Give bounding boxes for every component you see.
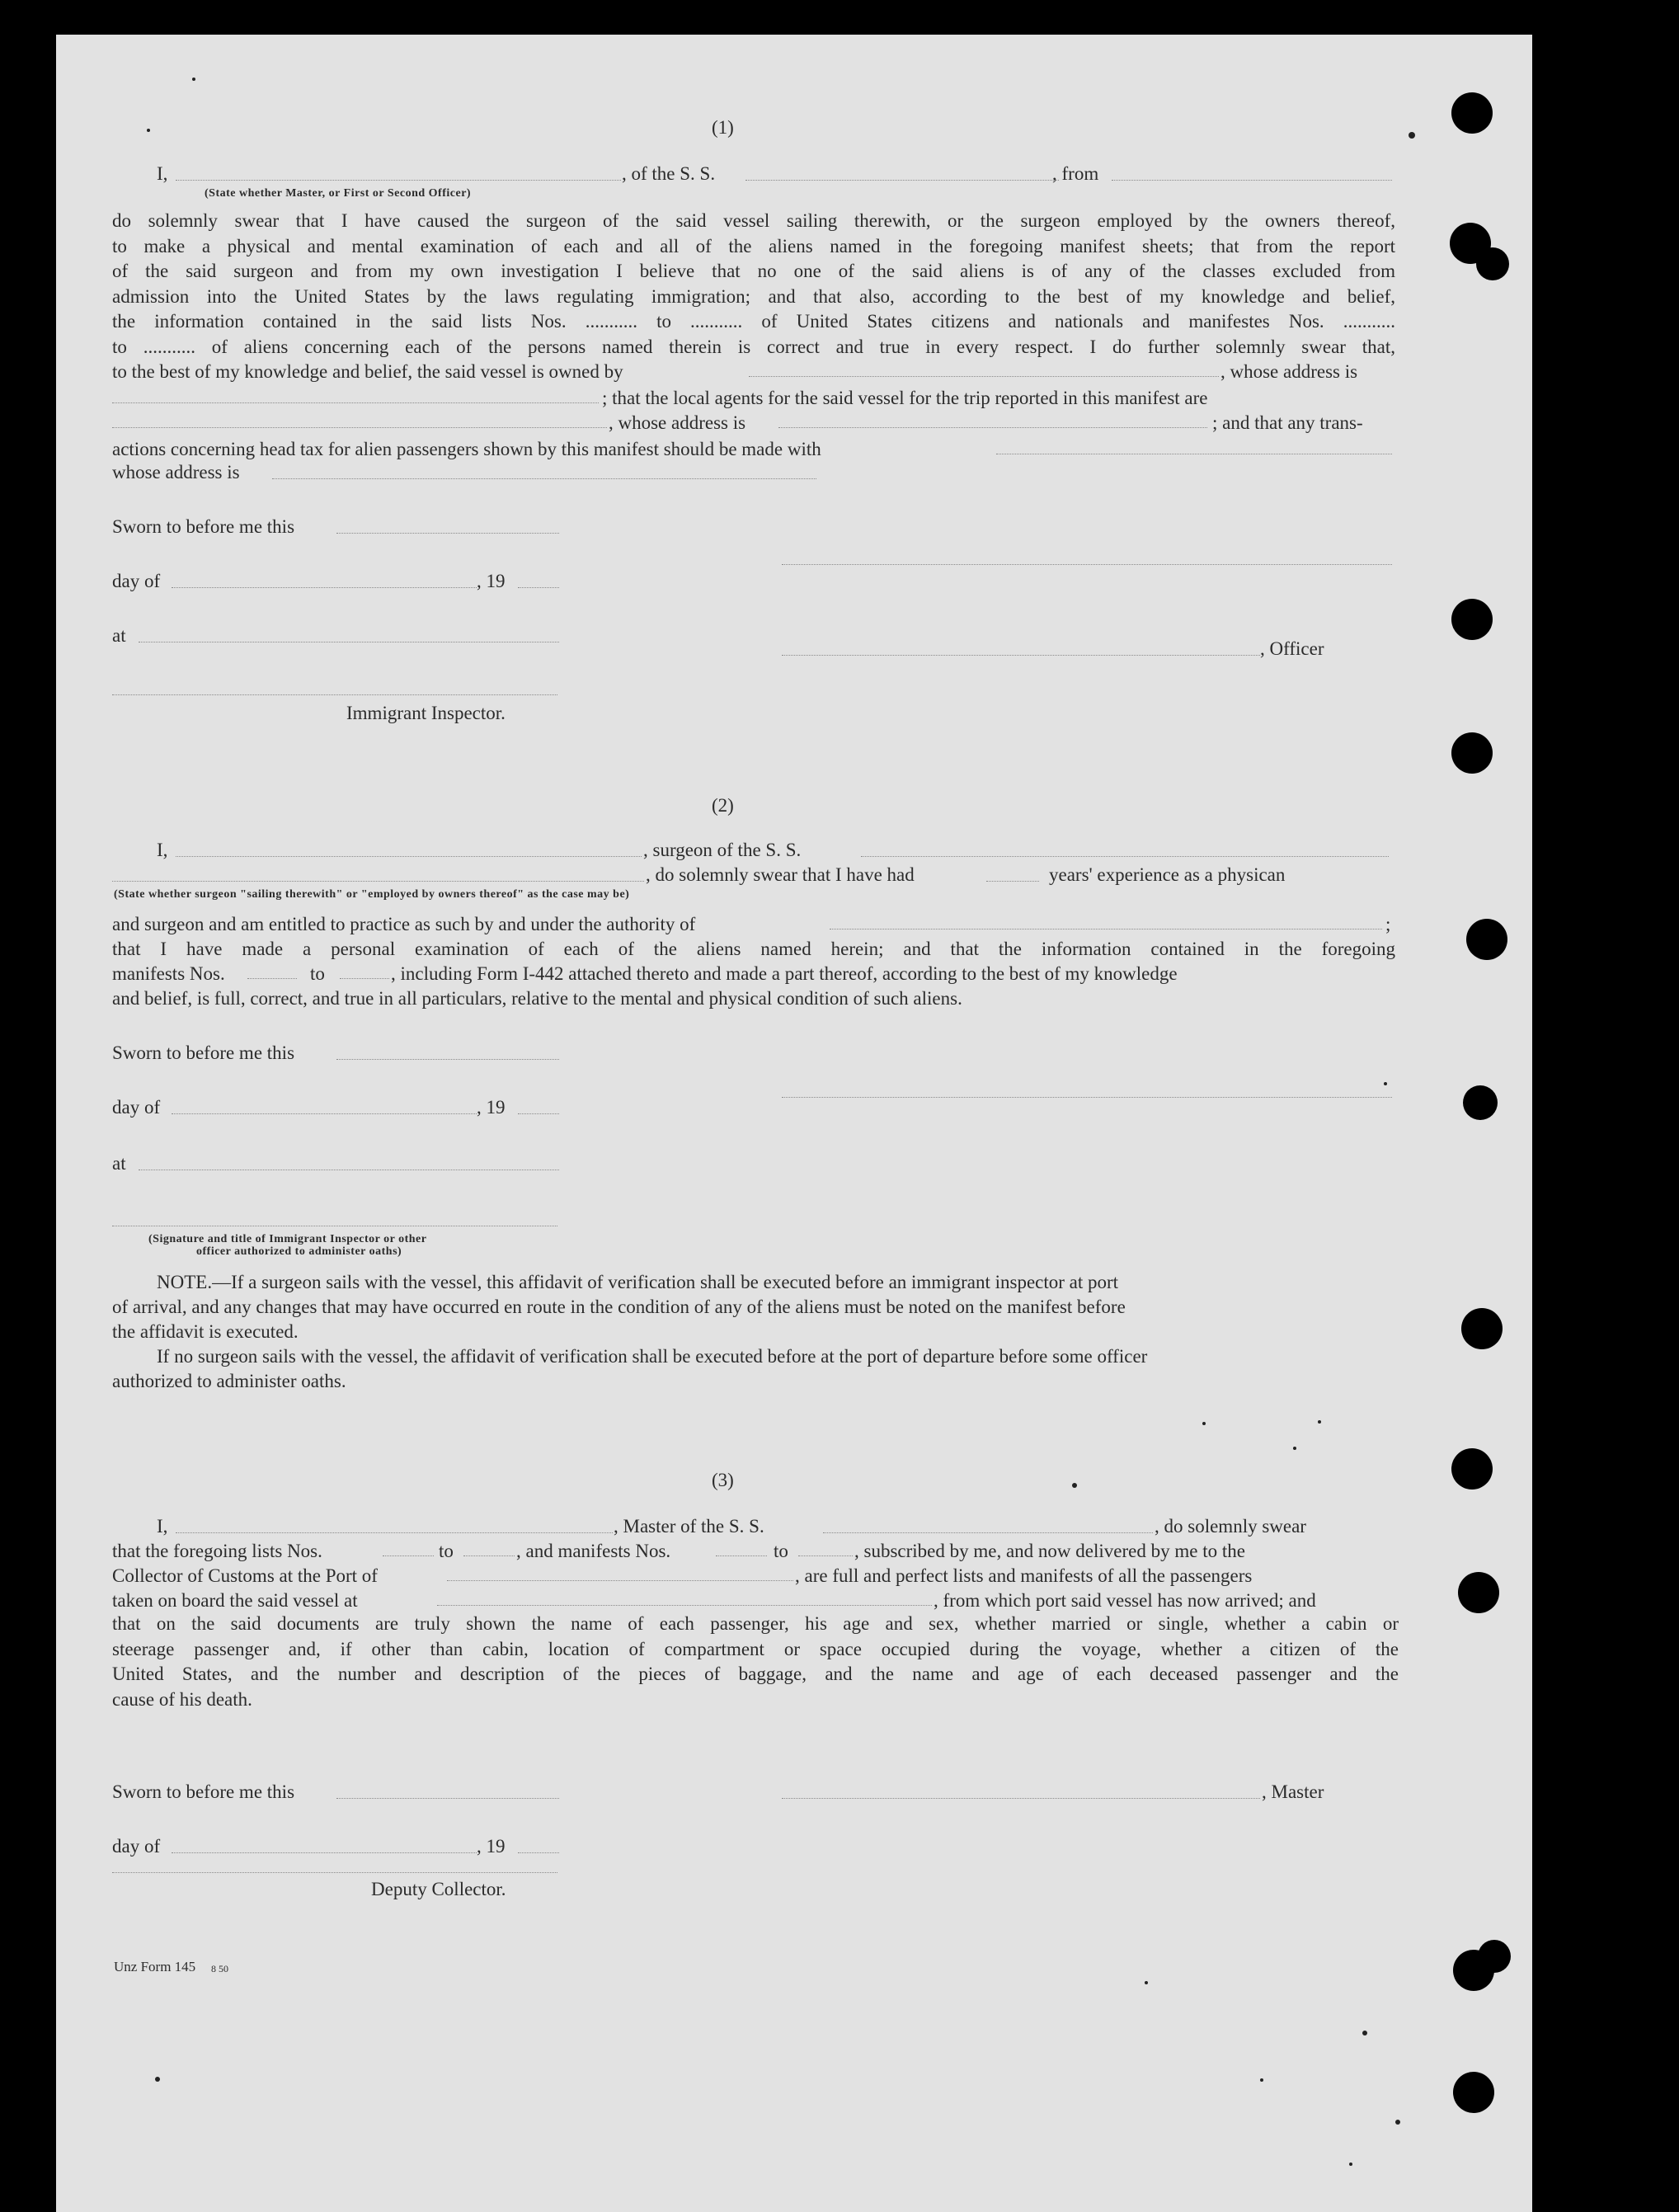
s1-owned-by: to the best of my knowledge and belief, the said vessel is owned by (112, 361, 623, 382)
s2-day-field[interactable] (172, 1113, 477, 1114)
s2-sailing-field[interactable] (112, 881, 644, 882)
s3-sworn-label: Sworn to before me this (112, 1781, 295, 1802)
s1-head-tax: actions concerning head tax for alien passengers shown by this manifest should be made with (112, 439, 821, 459)
s3-body-last-line: cause of his death. (112, 1689, 252, 1710)
s3-collector-label: Collector of Customs at the Port of (112, 1565, 378, 1586)
s2-ss-field[interactable] (861, 856, 1389, 857)
s2-note-1: NOTE.—If a surgeon sails with the vessel, this affidavit of verification shall be executed before an immigrant inspector at port (157, 1272, 1119, 1292)
s1-sworn-field[interactable] (336, 533, 559, 534)
ink-speck (147, 129, 150, 132)
s1-body-line: the information contained in the said lists Nos. ........... to ........... of United States citizens and nationals and manifestes Nos. ........... (112, 311, 1395, 332)
s3-taken-field[interactable] (437, 1605, 932, 1606)
s3-year-field[interactable] (518, 1852, 559, 1853)
s1-whose-address-2: , whose address is (609, 412, 746, 433)
ink-speck (1202, 1422, 1206, 1425)
s2-note-3: the affidavit is executed. (112, 1321, 299, 1342)
s1-body-line: of the said surgeon and from my own investigation I believe that no one of the said aliens is of any of the classes excluded from (112, 261, 1395, 281)
s2-surgeon-of-label: , surgeon of the S. S. (643, 840, 802, 860)
s1-year-label: , 19 (477, 571, 506, 591)
s1-ss-field[interactable] (745, 180, 1059, 181)
s3-body-paragraph (112, 1612, 1399, 1687)
punch-hole (1466, 919, 1507, 960)
s3-day-of-label: day of (112, 1836, 161, 1857)
s2-examined-line (112, 937, 1395, 962)
punch-hole (1458, 1572, 1499, 1613)
s3-lists-label: that the foregoing lists Nos. (112, 1541, 322, 1561)
s3-port-field[interactable] (447, 1580, 793, 1581)
punch-hole (1463, 1085, 1498, 1120)
s3-body-line: that on the said documents are truly shown the name of each passenger, his age and sex, whether married or single, whether a cabin or (112, 1613, 1399, 1634)
s2-sig-note-1: (Signature and title of Immigrant Inspector or other (148, 1233, 427, 1245)
s1-body-line: admission into the United States by the laws regulating immigration; and that also, according to the best of my knowledge and belief, (112, 285, 1395, 307)
s2-name-field[interactable] (176, 856, 642, 857)
ink-speck (1409, 132, 1415, 139)
s2-note-2: of arrival, and any changes that may have occurred en route in the condition of any of the aliens must be noted on the manifest before (112, 1297, 1126, 1317)
s3-collector-line[interactable] (112, 1872, 557, 1873)
s2-year-label: , 19 (477, 1097, 506, 1118)
s3-manifests-to-field[interactable] (798, 1555, 853, 1556)
ink-speck (155, 2077, 160, 2082)
s1-owner-field[interactable] (749, 376, 1219, 377)
ink-speck (1293, 1447, 1296, 1450)
s1-trans: ; and that any trans- (1212, 412, 1363, 433)
s3-swear-label: , do solemnly swear (1155, 1516, 1306, 1537)
section-1-number: (1) (712, 117, 734, 138)
form-page (56, 35, 1532, 2212)
punch-hole (1451, 92, 1493, 134)
s3-name-field[interactable] (176, 1532, 613, 1533)
s1-whose-address: , whose address is (1220, 361, 1358, 382)
s1-body-paragraph (112, 209, 1395, 360)
s2-authority-field[interactable] (830, 929, 1382, 930)
s1-agents-address-field[interactable] (778, 427, 1207, 428)
ink-speck (1318, 1420, 1321, 1424)
s3-master-signature-line[interactable] (782, 1798, 1260, 1799)
s1-sworn-label: Sworn to before me this (112, 516, 295, 537)
s3-deputy-collector: Deputy Collector. (371, 1879, 506, 1899)
s1-inspector-label: Immigrant Inspector. (346, 703, 506, 723)
s3-manifests-to-label: to (774, 1541, 788, 1561)
s3-full-lists: , are full and perfect lists and manifests of all the passengers (795, 1565, 1253, 1586)
s2-examined-text: that I have made a personal examination of each of the aliens named herein; and that the information contained in the foregoing (112, 939, 1395, 959)
s2-swear-label: , do solemnly swear that I have had (646, 864, 915, 885)
section-2-number: (2) (712, 795, 734, 816)
section-3-number: (3) (712, 1470, 734, 1490)
s1-whose-address-3: whose address is (112, 462, 240, 482)
punch-hole (1461, 1308, 1503, 1349)
s1-body-line: to ........... of aliens concerning each of the persons named therein is correct and true in every respect. I do further solemnly swear that, (112, 336, 1395, 357)
s3-ss-field[interactable] (823, 1532, 1153, 1533)
s3-manifests-from-field[interactable] (716, 1555, 767, 1556)
s2-signature-line[interactable] (782, 1097, 1392, 1098)
s2-manifests-to-field[interactable] (340, 978, 389, 979)
s2-years-field[interactable] (986, 881, 1039, 882)
s3-i-label: I, (157, 1516, 168, 1537)
punch-hole (1478, 1940, 1511, 1973)
ink-speck (1072, 1483, 1077, 1488)
s2-surgeon-note: (State whether surgeon "sailing therewith" or "employed by owners thereof" as the case may be) (114, 888, 630, 901)
s1-from-field[interactable] (1112, 180, 1392, 181)
s2-manifests-rest: , including Form I-442 attached thereto and made a part thereof, according to the best of my knowledge (391, 963, 1178, 984)
s1-head-tax-address-field[interactable] (272, 478, 816, 479)
s3-day-field[interactable] (172, 1852, 477, 1853)
punch-hole (1451, 599, 1493, 640)
s3-lists-to-field[interactable] (463, 1555, 515, 1556)
s3-body-line: steerage passenger and, if other than cabin, location of compartment or space occupied during the voyage, whether a citizen of the (112, 1638, 1399, 1659)
s3-lists-to-label: to (439, 1541, 454, 1561)
s2-authority-label: and surgeon and am entitled to practice as such by and under the authority of (112, 914, 696, 934)
form-number-suffix: 8 50 (211, 1963, 228, 1974)
s3-lists-from-field[interactable] (383, 1555, 434, 1556)
ink-speck (1362, 2031, 1367, 2036)
s2-year-field[interactable] (518, 1113, 559, 1114)
s3-arrived: , from which port said vessel has now arrived; and (934, 1590, 1316, 1611)
s2-note-5: authorized to administer oaths. (112, 1371, 346, 1391)
s1-local-agents: ; that the local agents for the said vessel for the trip reported in this manifest are (602, 388, 1208, 408)
ink-speck (1395, 2120, 1400, 2125)
s1-owner-address-field[interactable] (112, 402, 599, 403)
ink-speck (192, 78, 195, 81)
s1-year-field[interactable] (518, 587, 559, 588)
s3-manifests-label: , and manifests Nos. (516, 1541, 671, 1561)
s2-sig-note-2: officer authorized to administer oaths) (196, 1245, 402, 1258)
punch-hole (1453, 2072, 1494, 2113)
s2-i-label: I, (157, 840, 168, 860)
s2-manifests-to-label: to (310, 963, 325, 984)
s1-officer-label: , Officer (1260, 638, 1324, 659)
s2-belief: and belief, is full, correct, and true in all particulars, relative to the mental and physical condition of such aliens. (112, 988, 962, 1009)
ink-speck (1384, 1082, 1387, 1085)
s2-day-of-label: day of (112, 1097, 161, 1118)
s1-at-label: at (112, 625, 126, 646)
ink-speck (1145, 1981, 1148, 1984)
s2-semicolon: ; (1385, 914, 1391, 934)
s3-master-label: , Master (1262, 1781, 1324, 1802)
s3-sworn-field[interactable] (336, 1798, 559, 1799)
s1-signature-line[interactable] (782, 564, 1392, 565)
s1-name-field[interactable] (176, 180, 621, 181)
form-number: Unz Form 145 (114, 1959, 196, 1974)
s2-at-label: at (112, 1153, 126, 1174)
s2-years-label: years' experience as a physican (1049, 864, 1286, 885)
s2-sworn-field[interactable] (336, 1059, 559, 1060)
s1-i-label: I, (157, 163, 168, 184)
s1-of-ss-label: , of the S. S. (622, 163, 716, 184)
s1-officer-line[interactable] (782, 655, 1260, 656)
s2-note-4: If no surgeon sails with the vessel, the affidavit of verification shall be executed before at the port of departure before some officer (157, 1346, 1148, 1367)
s3-year-label: , 19 (477, 1836, 506, 1857)
s1-inspector-line[interactable] (112, 694, 557, 695)
s1-day-of-label: day of (112, 571, 161, 591)
ink-speck (1349, 2163, 1352, 2166)
s1-day-field[interactable] (172, 587, 477, 588)
punch-hole (1451, 1448, 1493, 1490)
s2-sworn-label: Sworn to before me this (112, 1042, 295, 1063)
s3-taken-label: taken on board the said vessel at (112, 1590, 358, 1611)
punch-hole (1451, 732, 1493, 774)
s2-manifests-label: manifests Nos. (112, 963, 225, 984)
s1-from-label: , from (1052, 163, 1099, 184)
s3-master-of-label: , Master of the S. S. (614, 1516, 764, 1537)
s3-subscribed: , subscribed by me, and now delivered by me to the (854, 1541, 1245, 1561)
s1-agents-field[interactable] (112, 427, 607, 428)
s1-body-line: to make a physical and mental examination of each and all of the aliens named in the foregoing manifest sheets; that from the report (112, 235, 1395, 256)
s2-manifests-from-field[interactable] (247, 978, 297, 979)
ink-speck (1260, 2078, 1263, 2082)
s1-officer-note: (State whether Master, or First or Second Officer) (205, 187, 472, 200)
s1-body-line: do solemnly swear that I have caused the surgeon of the said vessel sailing therewith, or the surgeon employed by the owners thereof, (112, 210, 1395, 231)
s3-body-line: United States, and the number and description of the pieces of baggage, and the name and age of each deceased passenger and the (112, 1664, 1399, 1684)
punch-hole (1476, 247, 1509, 280)
